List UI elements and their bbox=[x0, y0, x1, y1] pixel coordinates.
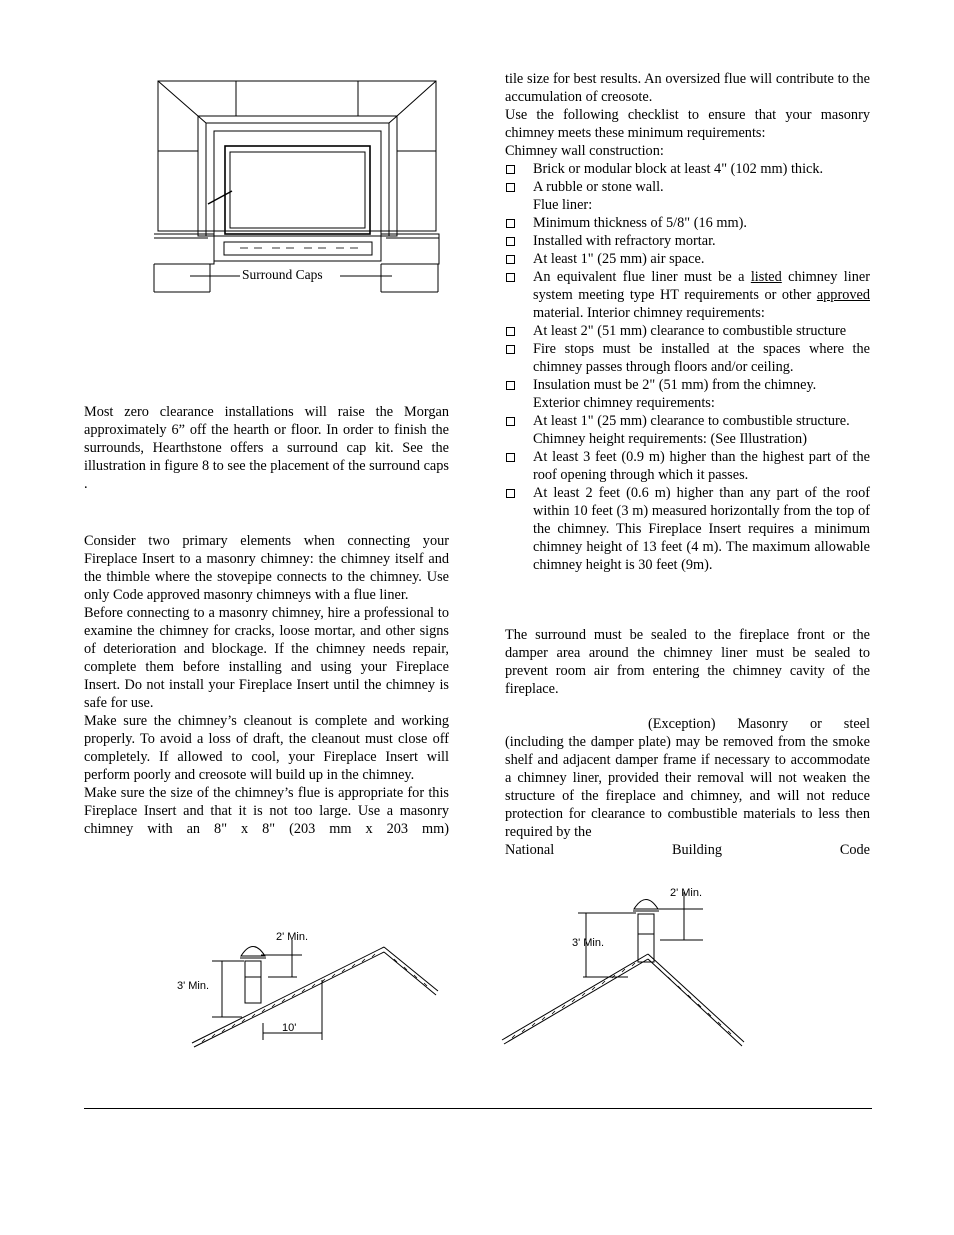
checkbox-icon bbox=[506, 417, 515, 426]
roof-diagram-peak bbox=[498, 882, 748, 1047]
checklist-item: Brick or modular block at least 4" (102 mm) thick. bbox=[505, 160, 870, 178]
checkbox-icon bbox=[506, 165, 515, 174]
roof-diagram-10ft bbox=[172, 925, 442, 1050]
flue-size-paragraph: Make sure the size of the chimney’s flue is appropriate for this Fireplace Insert and that it is not too large. Use a masonry chimney with an 8" x 8" (203 mm x 203 mm) bbox=[84, 785, 449, 837]
exterior-heading: Exterior chimney requirements: bbox=[533, 395, 715, 411]
cleanout-paragraph: Make sure the chimney’s cleanout is complete and working properly. To avoid a loss of draft, the cleanout must close off completely. If allowed to cool, your Fireplace Insert will perform poorly and creosote will build up in the chimney. bbox=[84, 713, 449, 783]
checklist-item: Insulation must be 2" (51 mm) from the chimney. bbox=[505, 376, 870, 394]
checkbox-icon bbox=[506, 327, 515, 336]
approved-term: approved bbox=[816, 287, 870, 303]
checkbox-icon bbox=[506, 345, 515, 354]
flue-heading: Flue liner: bbox=[533, 197, 593, 213]
checklist-item: Minimum thickness of 5/8" (16 mm). bbox=[505, 214, 870, 232]
exception-lead: (Exception) bbox=[648, 716, 716, 732]
fireplace-insert-figure bbox=[150, 76, 445, 298]
checkbox-icon bbox=[506, 183, 515, 192]
surround-cap-paragraph: Most zero clearance installations will raise the Morgan approximately 6” off the hearth or floor. In order to finish the surrounds, Hearthstone offers a surround cap kit. See the illustration in figure 8 to see the placement of the surround caps . bbox=[84, 404, 449, 492]
exception-last-line: National Building Code bbox=[505, 842, 870, 858]
wall-heading: Chimney wall construction: bbox=[505, 143, 664, 159]
inspection-paragraph: Before connecting to a masonry chimney, hire a professional to examine the chimney for cracks, loose mortar, and other signs of deterioration and blockage. If the chimney needs repair, complete them before installing and using your Fireplace Insert. Do not install your Fireplace Insert until the chimney is safe for use. bbox=[84, 605, 449, 711]
checklist-item: A rubble or stone wall. bbox=[505, 178, 870, 196]
roof-left-2ft-label: 2' Min. bbox=[276, 931, 309, 943]
footer-rule bbox=[84, 1108, 872, 1109]
exterior-checklist bbox=[505, 412, 870, 430]
checklist-item: At least 2 feet (0.6 m) higher than any part of the roof within 10 feet (3 m) measured horizontally from the top of the chimney. This Fireplace Insert requires a minimum chimney height of 13 feet (4 m). The maximum allowable chimney height is 30 feet (9m). bbox=[505, 484, 870, 574]
checklist-item: Installed with refractory mortar. bbox=[505, 232, 870, 250]
tile-size-paragraph: tile size for best results. An oversized flue will contribute to the accumulation of creosote. bbox=[505, 71, 870, 105]
listed-term: listed bbox=[750, 269, 782, 285]
roof-left-10ft-label: 10' bbox=[282, 1022, 297, 1034]
checkbox-icon bbox=[506, 453, 515, 462]
checkbox-icon bbox=[506, 489, 515, 498]
surround-seal-block bbox=[505, 626, 870, 698]
wall-checklist bbox=[505, 160, 870, 196]
height-checklist bbox=[505, 448, 870, 574]
roof-right-3ft-label: 3' Min. bbox=[572, 937, 605, 949]
exception-block bbox=[505, 715, 870, 859]
checkbox-icon bbox=[506, 219, 515, 228]
checklist-item: Fire stops must be installed at the spaces where the chimney passes through floors and/or ceiling. bbox=[505, 340, 870, 376]
primary-elements-paragraph: Consider two primary elements when connecting your Fireplace Insert to a masonry chimney: the chimney itself and the thimble where the stovepipe connects to the chimney. Use only Code approved masonry chimneys with a flue liner. bbox=[84, 533, 449, 603]
surround-seal-paragraph: The surround must be sealed to the fireplace front or the damper area around the chimney liner must be sealed to prevent room air from entering the chimney cavity of the fireplace. bbox=[505, 627, 870, 697]
roof-right-2ft-label: 2' Min. bbox=[670, 887, 703, 899]
left-column-masonry bbox=[84, 532, 449, 838]
checklist-item: At least 3 feet (0.9 m) higher than the highest part of the roof opening through which it passes. bbox=[505, 448, 870, 484]
checklist-item: At least 1" (25 mm) clearance to combustible structure. bbox=[505, 412, 870, 430]
right-column bbox=[505, 70, 870, 574]
checkbox-icon bbox=[506, 255, 515, 264]
checkbox-icon bbox=[506, 381, 515, 390]
checkbox-icon bbox=[506, 273, 515, 282]
exception-paragraph: Masonry or steel (including the damper plate) may be removed from the smoke shelf and adjacent damper frame if necessary to accommodate a chimney liner, provided their removal will not weaken the structure of the fireplace and chimney, and will not reduce protection for clearance to combustible materials to less then required by the bbox=[505, 716, 870, 840]
checklist-item: At least 1" (25 mm) air space. bbox=[505, 250, 870, 268]
checklist-item: At least 2" (51 mm) clearance to combustible structure bbox=[505, 322, 870, 340]
surround-caps-caption: Surround Caps bbox=[242, 267, 323, 282]
flue-checklist bbox=[505, 214, 870, 394]
checklist-item: An equivalent flue liner must be a listed chimney liner system meeting type HT requirements or other approved material. Interior chimney requirements: bbox=[505, 268, 870, 322]
checklist-intro-paragraph: Use the following checklist to ensure that your masonry chimney meets these minimum requirements: bbox=[505, 107, 870, 141]
left-column-intro bbox=[84, 403, 449, 493]
roof-left-3ft-label: 3' Min. bbox=[177, 980, 210, 992]
height-heading: Chimney height requirements: (See Illustration) bbox=[533, 431, 807, 447]
checkbox-icon bbox=[506, 237, 515, 246]
